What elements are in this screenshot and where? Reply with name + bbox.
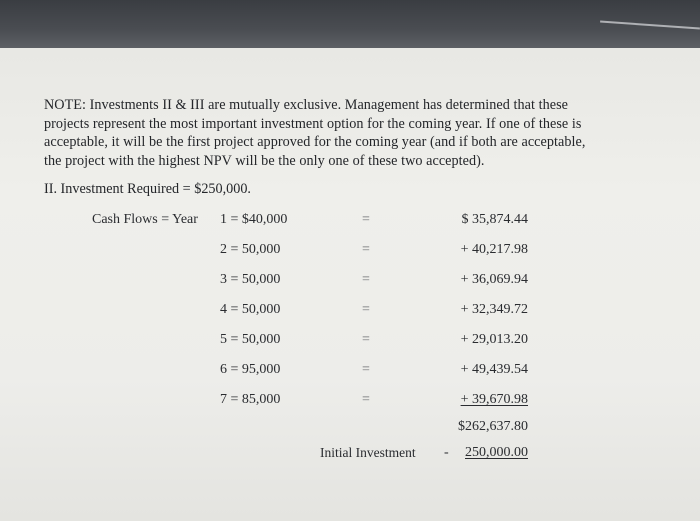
cash-flows-label: Cash Flows = Year — [92, 212, 198, 227]
year-cash-flow: 4 = 50,000 — [220, 302, 281, 317]
note-paragraph — [44, 96, 644, 170]
equals-sign: = — [362, 362, 370, 377]
initial-investment-value: 250,000.00 — [465, 445, 528, 460]
year-cash-flow: 3 = 50,000 — [220, 272, 281, 287]
total-present-value: $262,637.80 — [458, 419, 528, 434]
initial-investment-label: Initial Investment — [320, 445, 416, 460]
year-cash-flow: 6 = 95,000 — [220, 362, 281, 377]
equals-sign: = — [362, 242, 370, 257]
note-line: acceptable, it will be the first project approved for the coming year (and if both are acceptable, — [44, 134, 586, 150]
equals-sign: = — [362, 272, 370, 287]
year-cash-flow: 1 = $40,000 — [220, 212, 288, 227]
investment-heading: II. Investment Required = $250,000. — [44, 181, 251, 197]
present-value: + 39,670.98 — [460, 392, 528, 407]
equals-sign: = — [362, 302, 370, 317]
equals-sign: = — [362, 392, 370, 407]
present-value: + 36,069.94 — [460, 272, 528, 287]
note-line: projects represent the most important investment option for the coming year. If one of these is — [44, 115, 582, 132]
equals-sign: = — [362, 332, 370, 347]
screen-glare-line — [600, 21, 700, 30]
minus-sign: - — [444, 445, 449, 460]
present-value: $ 35,874.44 — [461, 212, 528, 227]
year-cash-flow: 5 = 50,000 — [220, 332, 281, 347]
note-line: the project with the highest NPV will be the only one of these two accepted). — [44, 152, 485, 169]
present-value: + 29,013.20 — [460, 332, 528, 347]
photo-dark-top-band — [0, 0, 700, 50]
note-line: NOTE: Investments II & III are mutually exclusive. Management has determined that these — [44, 97, 568, 113]
equals-sign: = — [362, 212, 370, 227]
year-cash-flow: 2 = 50,000 — [220, 242, 281, 257]
present-value: + 49,439.54 — [460, 362, 528, 377]
year-cash-flow: 7 = 85,000 — [220, 392, 281, 407]
present-value: + 40,217.98 — [460, 242, 528, 257]
present-value: + 32,349.72 — [460, 302, 528, 317]
